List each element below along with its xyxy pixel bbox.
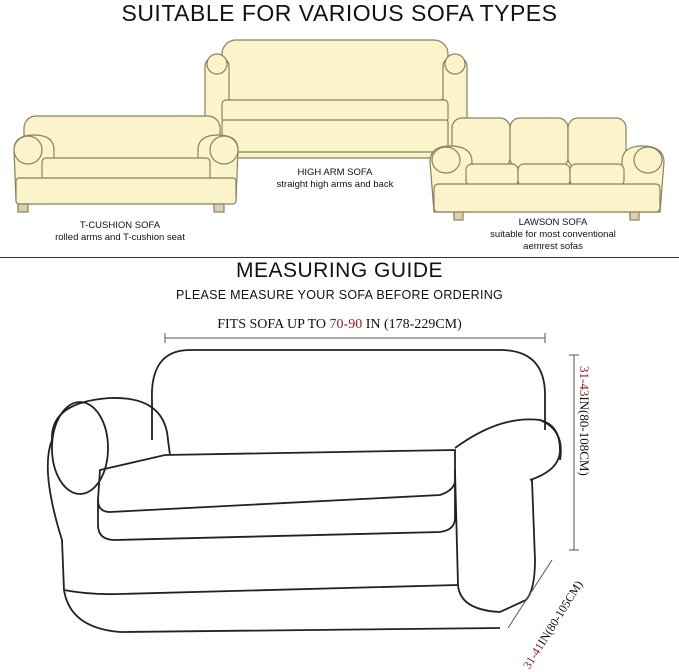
width-dimension-label (0, 317, 679, 333)
height-suffix: IN(80-108CM) (577, 396, 592, 476)
lawson-sofa-image (430, 118, 664, 220)
t-cushion-description: rolled arms and T-cushion seat (55, 232, 185, 243)
lawson-description-line2: aemrest sofas (523, 241, 583, 252)
high-arm-description: straight high arms and back (276, 179, 394, 190)
lawson-caption (448, 217, 658, 253)
height-dimension-label (576, 366, 592, 476)
width-prefix: FITS SOFA UP TO (217, 317, 330, 332)
lawson-description-line1: suitable for most conventional (490, 229, 616, 240)
depth-range: 31-41 (520, 640, 547, 672)
t-cushion-name: T-CUSHION SOFA (79, 220, 161, 231)
t-cushion-sofa-image (14, 116, 238, 212)
measuring-guide-subtitle: PLEASE MEASURE YOUR SOFA BEFORE ORDERING (175, 288, 504, 302)
width-suffix: IN (178-229CM) (362, 317, 462, 332)
high-arm-caption (235, 167, 435, 191)
lawson-name: LAWSON SOFA (518, 217, 588, 228)
measuring-sofa-line-art (48, 350, 561, 632)
section-divider (0, 257, 679, 258)
measuring-guide-title: MEASURING GUIDE (235, 259, 444, 282)
height-range: 31-43 (577, 366, 592, 397)
width-range: 70-90 (329, 317, 363, 332)
page-title: SUITABLE FOR VARIOUS SOFA TYPES (121, 0, 558, 26)
depth-dimension-line (508, 560, 552, 628)
high-arm-sofa-image (205, 40, 467, 158)
t-cushion-caption (20, 220, 220, 244)
depth-suffix: IN(80-105CM) (534, 578, 586, 648)
high-arm-name: HIGH ARM SOFA (297, 167, 373, 178)
